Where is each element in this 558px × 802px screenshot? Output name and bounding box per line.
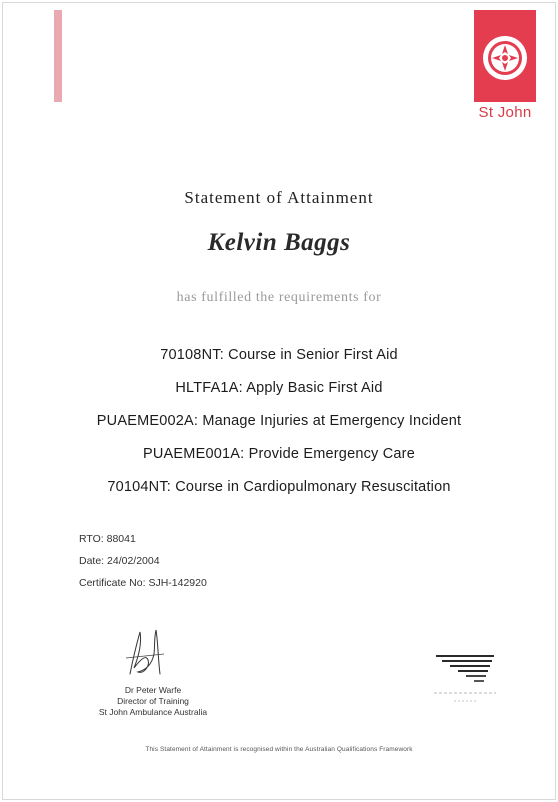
signatory-name: Dr Peter Warfe [124, 685, 182, 695]
logo-red-block [474, 10, 536, 102]
aqf-logo-icon [432, 654, 498, 706]
unit-item: 70104NT: Course in Cardiopulmonary Resuscitation [107, 479, 451, 495]
recipient-name: Kelvin Baggs [207, 229, 351, 256]
certificate-meta [79, 532, 207, 598]
signature-graphic [118, 624, 178, 680]
signatory-block [72, 685, 234, 718]
st-john-cross-emblem-icon [481, 34, 529, 82]
logo-text: St John [478, 104, 532, 121]
signatory-position: Director of Training [117, 696, 189, 706]
unit-list [0, 344, 558, 509]
signatory-organisation: St John Ambulance Australia [98, 707, 208, 717]
footer-statement: This Statement of Attainment is recognised within the Australian Qualifications Framework [145, 746, 413, 753]
certificate-number: Certificate No: SJH-142920 [79, 577, 207, 589]
unit-item: PUAEME002A: Manage Injuries at Emergency Incident [96, 413, 462, 429]
unit-item: PUAEME001A: Provide Emergency Care [143, 446, 415, 462]
issue-date: Date: 24/02/2004 [79, 555, 160, 567]
st-john-logo [474, 10, 536, 126]
unit-item: HLTFA1A: Apply Basic First Aid [175, 380, 383, 396]
rto-number: RTO: 88041 [79, 533, 136, 545]
fulfilled-statement: has fulfilled the requirements for [176, 290, 382, 305]
decorative-stripe [54, 10, 62, 102]
certificate-title: Statement of Attainment [184, 188, 374, 207]
unit-item: 70108NT: Course in Senior First Aid [160, 347, 398, 363]
